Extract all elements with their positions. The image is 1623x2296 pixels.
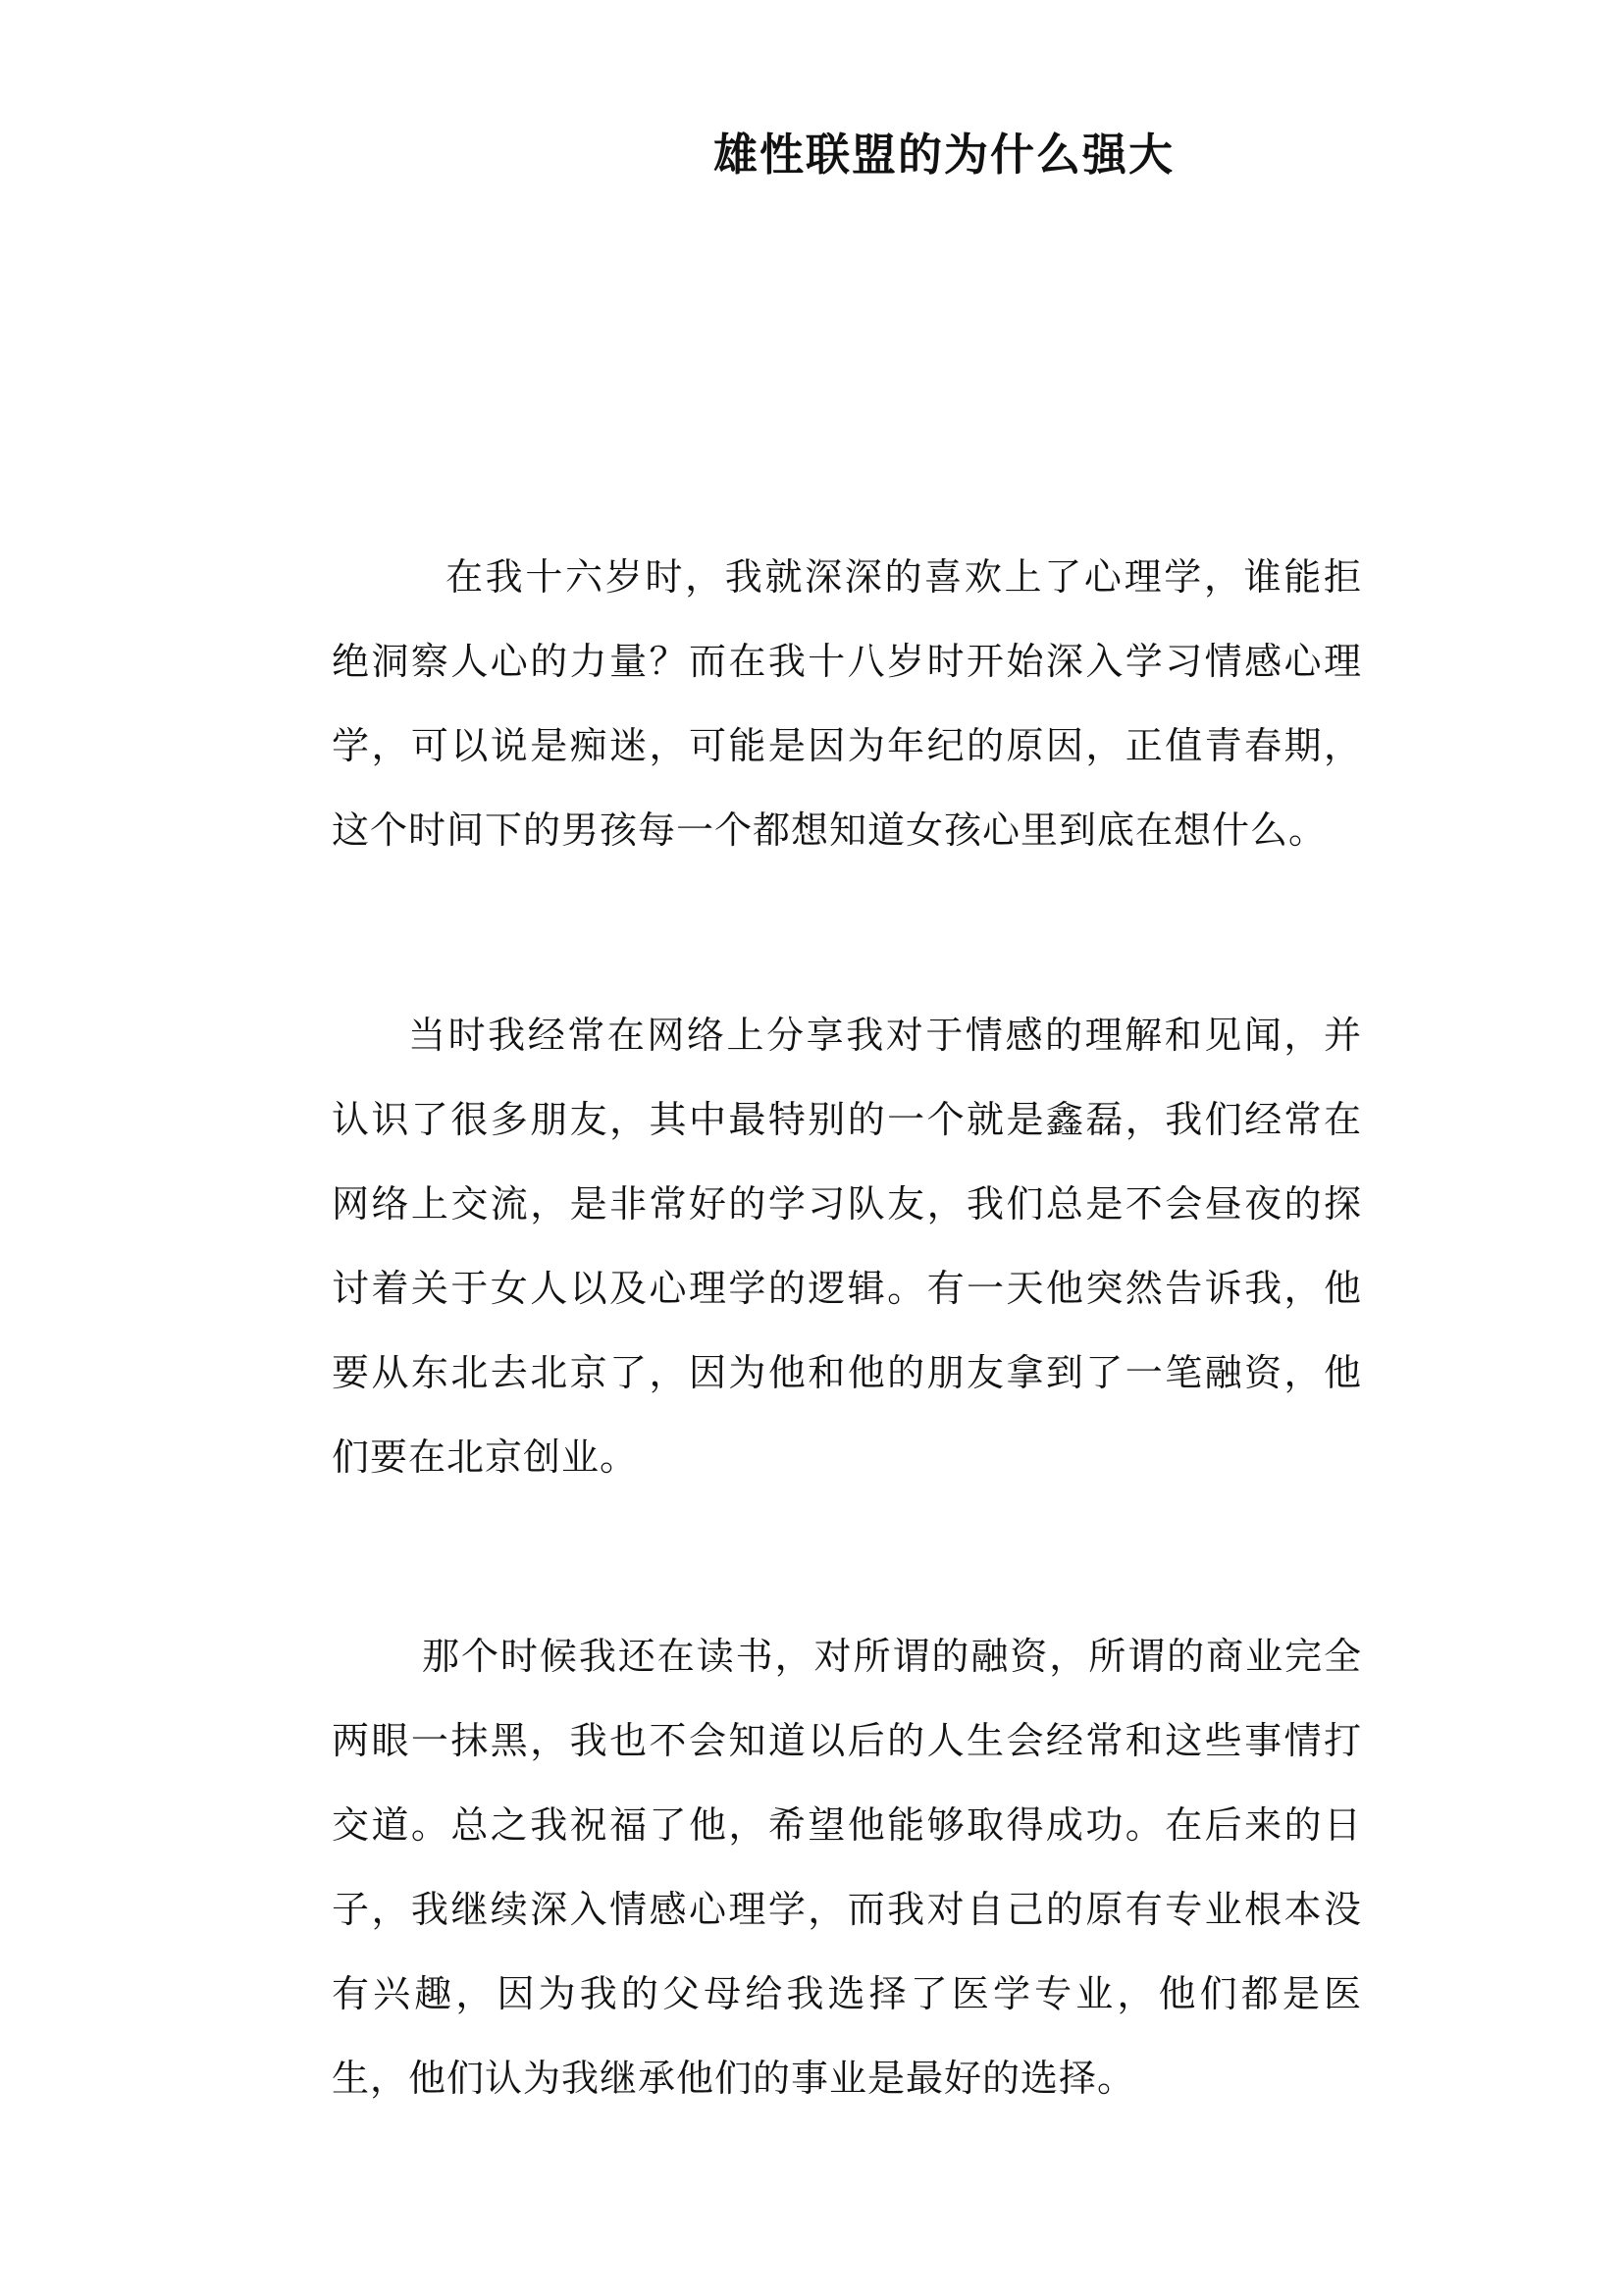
paragraph-2: 当时我经常在网络上分享我对于情感的理解和见闻，并认识了很多朋友，其中最特别的一个就是鑫磊，我们经常在网络上交流，是非常好的学习队友，我们总是不会昼夜的探讨着关于女人以及心理学的逻辑。有一天他突然告诉我，他要从东北去北京了，因为他和他的朋友拿到了一笔融资，他们要在北京创业。 xyxy=(332,1014,1362,1479)
paragraph-1: 在我十六岁时，我就深深的喜欢上了心理学，谁能拒绝洞察人心的力量？而在我十八岁时开始深入学习情感心理学，可以说是痴迷，可能是因为年纪的原因，正值青春期，这个时间下的男孩每一个都想知道女孩心里到底在想什么。 xyxy=(332,555,1362,852)
paragraph-3: 那个时候我还在读书，对所谓的融资，所谓的商业完全两眼一抹黑，我也不会知道以后的人生会经常和这些事情打交道。总之我祝福了他，希望他能够取得成功。在后来的日子，我继续深入情感心理学，而我对自己的原有专业根本没有兴趣，因为我的父母给我选择了医学专业，他们都是医生，他们认为我继承他们的事业是最好的选择。 xyxy=(332,1635,1362,2100)
document-title: 雄性联盟的为什么强大 xyxy=(712,129,1175,181)
